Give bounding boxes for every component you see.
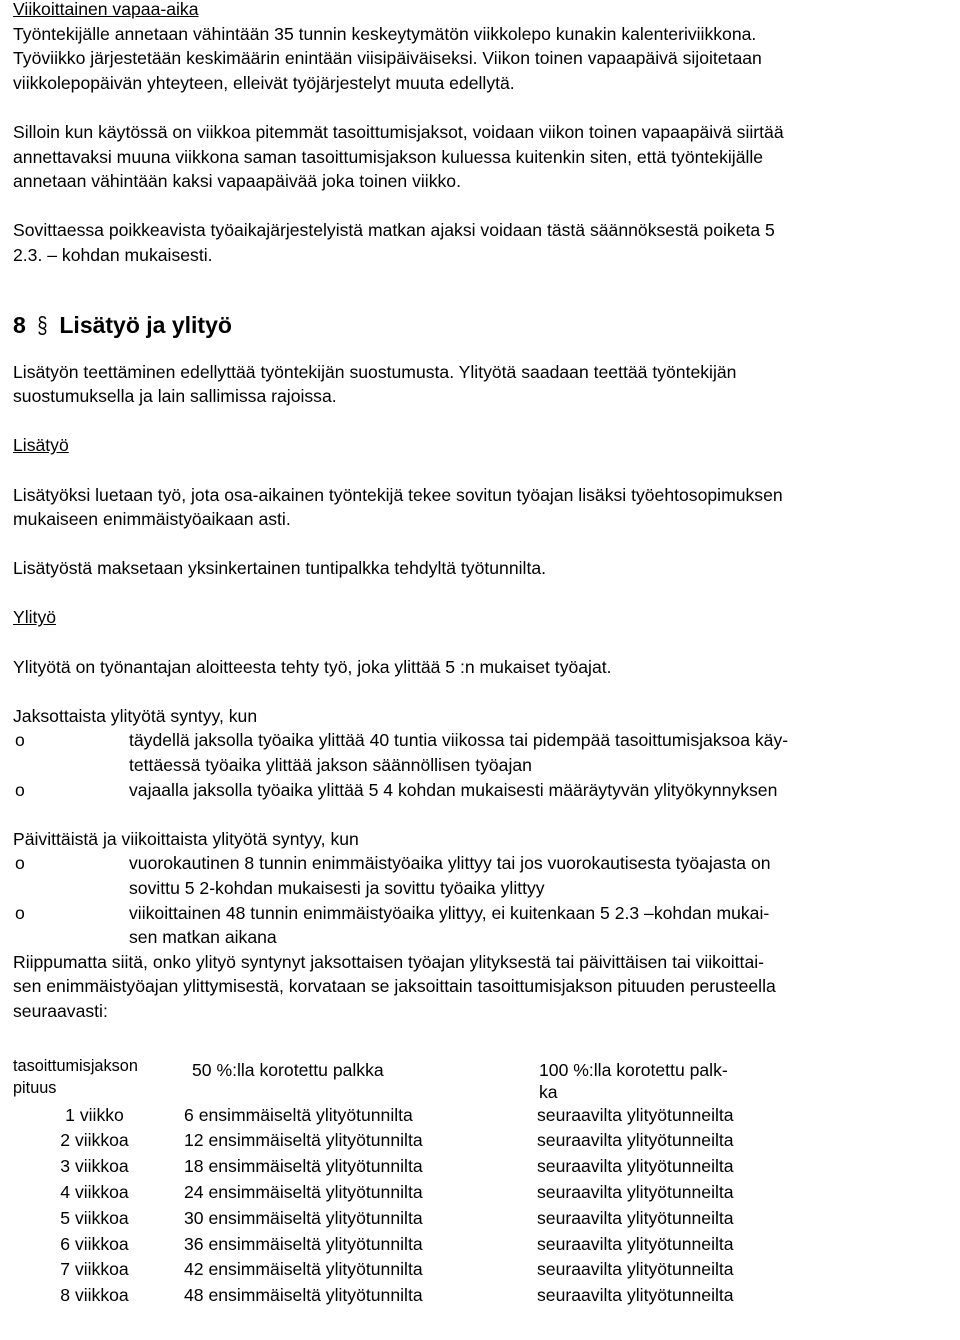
- cell-50-text: ensimmäiseltä ylityötunnilta: [198, 1104, 413, 1125]
- text-line: ka: [539, 1081, 558, 1102]
- cell-period: 1 viikko: [65, 1104, 124, 1125]
- list-item: [13, 851, 958, 900]
- cell-100-percent: seuraavilta ylityötunneilta: [537, 1207, 734, 1228]
- ylityo-heading: Ylityö: [13, 607, 57, 628]
- text-line: vajaalla jaksolla työaika ylittää 5 4 kohdan mukaisesti määräytyvän ylityökynnyksen: [129, 779, 778, 800]
- text-line: 2.3. – kohdan mukaisesti.: [13, 244, 213, 265]
- cell-50-text: ensimmäiseltä ylityötunnilta: [208, 1156, 423, 1177]
- overtime-rates-table: [13, 1055, 789, 1309]
- section-8-heading: [13, 310, 958, 340]
- cell-50-percent: [176, 1128, 530, 1154]
- cell-period: 4 viikkoa: [60, 1181, 129, 1202]
- closing-paragraph: [13, 950, 958, 1024]
- section-mark: §: [37, 311, 48, 338]
- text-line: tettäessä työaika ylittää jakson säännöllisen työajan: [129, 755, 532, 776]
- header-50-percent: 50 %:lla korotettu palkka: [192, 1059, 384, 1080]
- list-item: [13, 778, 958, 803]
- text-line: tasoittumisjakson: [13, 1056, 138, 1075]
- list-item: [13, 901, 958, 950]
- cell-50-percent: [176, 1232, 530, 1258]
- cell-50-percent: [176, 1206, 530, 1232]
- cell-hours: 48: [184, 1285, 204, 1306]
- cell-hours: 30: [184, 1207, 204, 1228]
- list-item-text: [129, 851, 958, 900]
- jakso-list: [13, 728, 958, 802]
- cell-hours: 6: [184, 1104, 194, 1125]
- cell-hours: 12: [184, 1130, 204, 1151]
- cell-100-percent: seuraavilta ylityötunneilta: [537, 1130, 734, 1151]
- cell-period: 8 viikkoa: [60, 1285, 129, 1306]
- cell-100-percent: seuraavilta ylityötunneilta: [537, 1104, 734, 1125]
- cell-hours: 18: [184, 1156, 204, 1177]
- text-line: Työviikko järjestetään keskimäärin enintään viisipäiväiseksi. Viikon toinen vapaapäivä sijoitetaan: [13, 48, 762, 69]
- section-8-intro: [13, 360, 958, 409]
- text-line: Lisätyön teettäminen edellyttää työntekijän suostumusta. Ylityötä saadaan teettää työntekijän: [13, 361, 737, 382]
- cell-100-percent: seuraavilta ylityötunneilta: [537, 1259, 734, 1280]
- text-line: Sovittaessa poikkeavista työaikajärjestelyistä matkan ajaksi voidaan tästä säännöksestä poiketa 5: [13, 220, 775, 241]
- table-row: [13, 1206, 789, 1232]
- cell-50-text: ensimmäiseltä ylityötunnilta: [208, 1285, 423, 1306]
- lisatyo-heading: Lisätyö: [13, 435, 69, 456]
- text-line: Silloin kun käytössä on viikkoa pitemmät tasoittumisjaksot, voidaan viikon toinen vapaapäivä siirtää: [13, 121, 784, 142]
- weekly-rest-paragraph-2: [13, 120, 958, 194]
- cell-50-text: ensimmäiseltä ylityötunnilta: [208, 1181, 423, 1202]
- cell-hours: 42: [184, 1259, 204, 1280]
- cell-50-text: ensimmäiseltä ylityötunnilta: [208, 1259, 423, 1280]
- table-row: [13, 1257, 789, 1283]
- bullet-icon: o: [15, 730, 25, 751]
- header-period: [13, 1055, 176, 1103]
- text-line: Työntekijälle annetaan vähintään 35 tunnin keskeytymätön viikkolepo kunakin kalenteriviikkona.: [13, 23, 757, 44]
- text-line: annetaan vähintään kaksi vapaapäivää joka toinen viikko.: [13, 171, 461, 192]
- lisatyo-paragraph-2: Lisätyöstä maksetaan yksinkertainen tuntipalkka tehdyltä työtunnilta.: [13, 558, 547, 579]
- text-line: mukaiseen enimmäistyöaikaan asti.: [13, 509, 291, 530]
- list-item-text: [129, 901, 958, 950]
- text-line: seuraavasti:: [13, 1000, 108, 1021]
- text-line: vuorokautinen 8 tunnin enimmäistyöaika ylittyy tai jos vuorokautisesta työajasta on: [129, 853, 771, 874]
- table-row: [13, 1103, 789, 1129]
- table-row: [13, 1180, 789, 1206]
- table-row: [13, 1128, 789, 1154]
- cell-period: 7 viikkoa: [60, 1259, 129, 1280]
- jakso-intro: Jaksottaista ylityötä syntyy, kun: [13, 705, 258, 726]
- cell-hours: 24: [184, 1181, 204, 1202]
- bullet-icon: o: [15, 902, 25, 923]
- weekly-rest-paragraph-3: [13, 218, 958, 267]
- section-number: 8: [13, 311, 26, 338]
- text-line: pituus: [13, 1078, 57, 1097]
- list-item-text: [129, 728, 958, 777]
- bullet-icon: o: [15, 853, 25, 874]
- table-header-row: [13, 1055, 789, 1103]
- paiva-list: [13, 851, 958, 949]
- text-line: täydellä jaksolla työaika ylittää 40 tuntia viikossa tai pidempää tasoittumisjaksoa käy-: [129, 730, 789, 751]
- cell-period: 6 viikkoa: [60, 1233, 129, 1254]
- cell-50-percent: [176, 1283, 530, 1309]
- list-item-text: [129, 778, 958, 803]
- cell-period: 2 viikkoa: [60, 1130, 129, 1151]
- text-line: suostumuksella ja lain sallimissa rajoissa.: [13, 386, 337, 407]
- ylityo-paragraph-1: Ylityötä on työnantajan aloitteesta tehty työ, joka ylittää 5 :n mukaiset työajat.: [13, 656, 612, 677]
- header-100-percent: [530, 1055, 789, 1103]
- text-line: 100 %:lla korotettu palk-: [539, 1059, 728, 1080]
- text-line: Lisätyöksi luetaan työ, jota osa-aikainen työntekijä tekee sovitun työajan lisäksi työehtosopimuksen: [13, 484, 783, 505]
- section-title: Lisätyö ja ylityö: [59, 311, 232, 338]
- text-line: viikoittainen 48 tunnin enimmäistyöaika ylittyy, ei kuitenkaan 5 2.3 –kohdan mukai-: [129, 902, 770, 923]
- cell-50-percent: [176, 1103, 530, 1129]
- weekly-rest-paragraph-1: [13, 22, 958, 96]
- paiva-intro: Päivittäistä ja viikoittaista ylityötä syntyy, kun: [13, 828, 359, 849]
- table-body: [13, 1103, 789, 1309]
- cell-period: 5 viikkoa: [60, 1207, 129, 1228]
- text-line: sen matkan aikana: [129, 927, 277, 948]
- bullet-icon: o: [15, 779, 25, 800]
- cell-100-percent: seuraavilta ylityötunneilta: [537, 1156, 734, 1177]
- cell-100-percent: seuraavilta ylityötunneilta: [537, 1233, 734, 1254]
- cell-50-percent: [176, 1257, 530, 1283]
- cell-period: 3 viikkoa: [60, 1156, 129, 1177]
- section-8: [13, 310, 958, 340]
- text-line: sen enimmäistyöajan ylittymisestä, korvataan se jaksoittain tasoittumisjakson pituuden perusteella: [13, 976, 776, 997]
- lisatyo-paragraph-1: [13, 483, 958, 532]
- cell-50-percent: [176, 1180, 530, 1206]
- cell-50-text: ensimmäiseltä ylityötunnilta: [208, 1233, 423, 1254]
- cell-50-percent: [176, 1154, 530, 1180]
- cell-50-text: ensimmäiseltä ylityötunnilta: [208, 1207, 423, 1228]
- text-line: sovittu 5 2-kohdan mukaisesti ja sovittu työaika ylittyy: [129, 878, 545, 898]
- cell-hours: 36: [184, 1233, 204, 1254]
- document-page: [13, 0, 958, 1309]
- table-row: [13, 1154, 789, 1180]
- table-row: [13, 1232, 789, 1258]
- cell-50-text: ensimmäiseltä ylityötunnilta: [208, 1130, 423, 1151]
- table-row: [13, 1283, 789, 1309]
- cell-100-percent: seuraavilta ylityötunneilta: [537, 1181, 734, 1202]
- weekly-rest-heading: Viikoittainen vapaa-aika: [13, 0, 199, 19]
- text-line: annettavaksi muuna viikkona saman tasoittumisjakson kuluessa kuitenkin siten, että työntekijälle: [13, 146, 764, 167]
- text-line: Riippumatta siitä, onko ylityö syntynyt jaksottaisen työajan ylityksestä tai päivittäisen tai viikoittai-: [13, 951, 764, 972]
- cell-100-percent: seuraavilta ylityötunneilta: [537, 1285, 734, 1306]
- list-item: [13, 728, 958, 777]
- text-line: viikkolepopäivän yhteyteen, elleivät työjärjestelyt muuta edellytä.: [13, 72, 515, 93]
